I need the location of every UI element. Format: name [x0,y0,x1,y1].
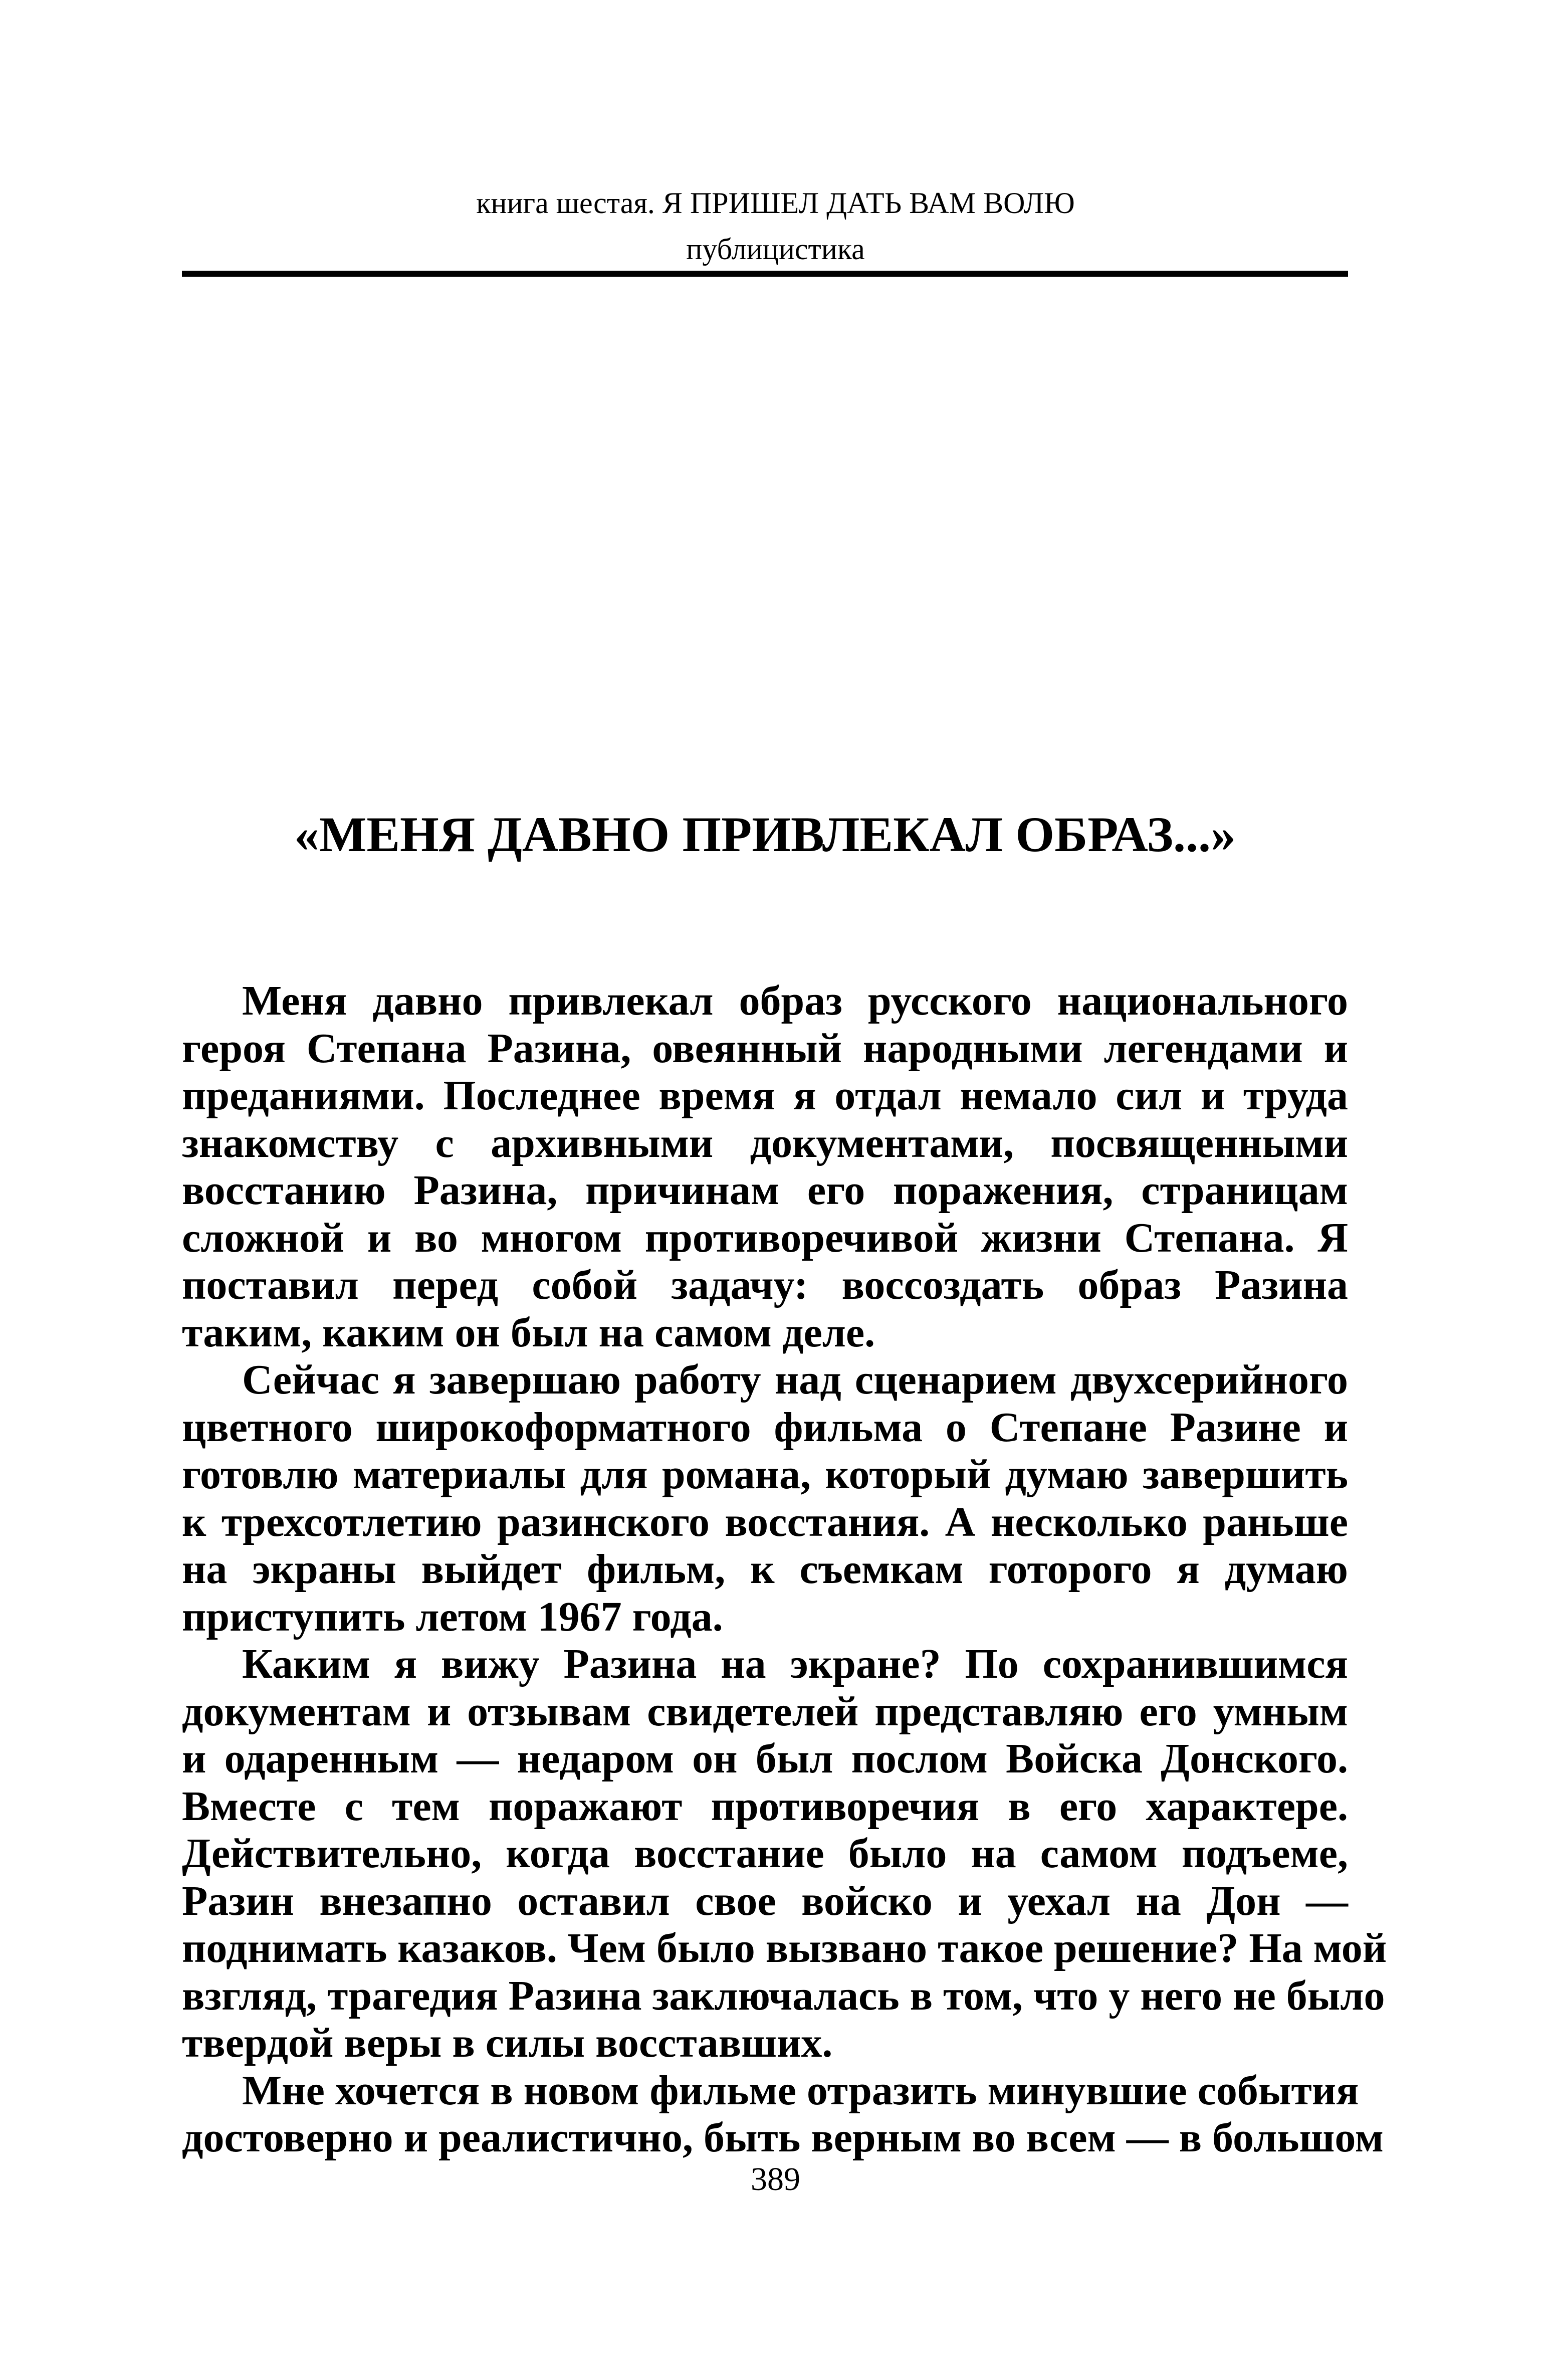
text-line: готовлю материалы для романа, который думаю завершить [182,1451,1348,1498]
text-line: на экраны выйдет фильм, к съемкам готорого я думаю [182,1546,1348,1593]
text-line: достоверно и реалистично, быть верным во всем — в большом [182,2114,1384,2161]
text-line: поставил перед собой задачу: воссоздать образ Разина [182,1262,1348,1308]
running-header-section: публицистика [686,233,865,266]
header-rule [182,271,1348,277]
text-line: цветного широкоформатного фильма о Степане Разине и [182,1404,1348,1451]
text-line: приступить летом 1967 года. [182,1593,723,1640]
text-line: Сейчас я завершаю работу над сценарием двухсерийного [242,1356,1348,1403]
text-line: восстанию Разина, причинам его поражения, страницам [182,1167,1348,1214]
paragraph [182,1356,1348,1641]
text-line: героя Степана Разина, овеянный народными легендами и [182,1025,1348,1072]
text-line: таким, каким он был на самом деле. [182,1309,875,1356]
text-line: Вместе с тем поражают противоречия в его характере. [182,1782,1348,1830]
paragraph [182,1641,1387,2067]
article-title: «МЕНЯ ДАВНО ПРИВЛЕКАЛ ОБРАЗ...» [294,807,1236,862]
text-line: Действительно, когда восстание было на самом подъеме, [182,1830,1348,1877]
paragraph [182,2067,1384,2162]
text-line: к трехсотлетию разинского восстания. А несколько раньше [182,1498,1348,1545]
text-line: сложной и во многом противоречивой жизни Степана. Я [182,1214,1348,1261]
text-line: Меня давно привлекал образ русского национального [242,977,1348,1024]
text-line: взгляд, трагедия Разина заключалась в том, что у него не было [182,1972,1385,2019]
text-line: Каким я вижу Разина на экране? По сохранившимся [242,1641,1348,1687]
text-line: твердой веры в силы восставших. [182,2020,833,2066]
text-line: преданиями. Последнее время я отдал немало сил и труда [182,1072,1348,1119]
text-line: поднимать казаков. Чем было вызвано такое решение? На мой [182,1925,1387,1971]
text-line: знакомству с архивными документами, посвященными [182,1119,1348,1166]
page-number: 389 [751,2161,800,2198]
text-line: и одаренным — недаром он был послом Войска Донского. [182,1735,1348,1782]
article-body [182,977,1387,2162]
text-line: Мне хочется в новом фильме отразить минувшие события [242,2067,1359,2114]
text-line: Разин внезапно оставил свое войско и уехал на Дон — [182,1877,1348,1924]
text-line: документам и отзывам свидетелей представляю его умным [182,1688,1348,1735]
paragraph [182,977,1348,1356]
running-header-book: книга шестая. Я ПРИШЕЛ ДАТЬ ВАМ ВОЛЮ [476,186,1075,220]
